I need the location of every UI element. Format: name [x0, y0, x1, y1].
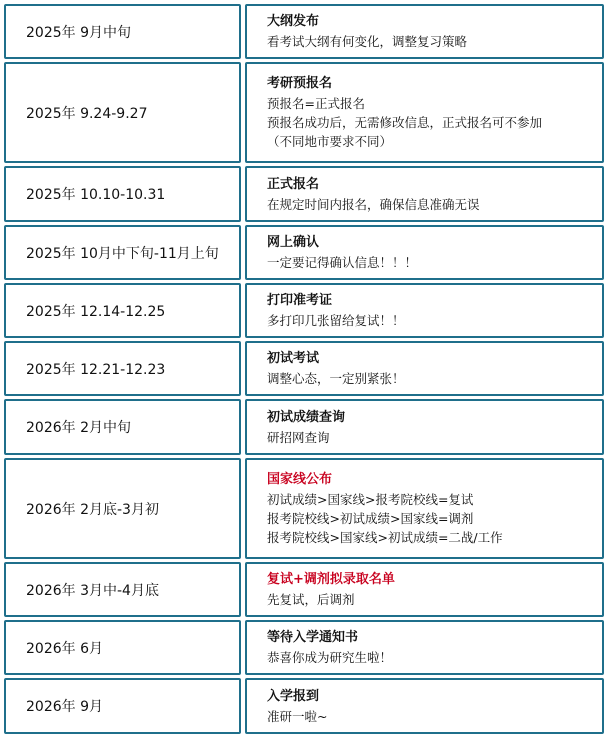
event-detail-line: 先复试，后调剂	[267, 592, 355, 607]
event-title: 国家线公布	[267, 472, 333, 487]
event-detail-line: 一定要记得确认信息！！！	[267, 255, 418, 270]
event-detail-line: 恭喜你成为研究生啦！	[267, 650, 393, 665]
timeline-row	[4, 458, 604, 559]
event-title: 打印准考证	[267, 293, 333, 308]
timeline-date: 2025年 10月中下旬-11月上旬	[4, 225, 241, 280]
timeline-description	[245, 620, 604, 675]
timeline-description	[245, 62, 604, 163]
timeline-description	[245, 341, 604, 396]
timeline-row	[4, 283, 604, 338]
timeline-row	[4, 678, 604, 734]
event-detail-line: 看考试大纲有何变化，调整复习策略	[267, 34, 468, 49]
timeline-row	[4, 399, 604, 455]
event-title: 复试+调剂拟录取名单	[267, 572, 395, 587]
event-detail-line: 在规定时间内报名，确保信息准确无误	[267, 196, 480, 212]
timeline-description	[245, 166, 604, 222]
timeline-description	[245, 4, 604, 59]
timeline-date: 2026年 2月底-3月初	[4, 458, 241, 559]
event-title: 考研预报名	[267, 76, 333, 91]
admission-timeline-table	[4, 4, 604, 737]
timeline-row	[4, 562, 604, 617]
timeline-date: 2026年 2月中旬	[4, 399, 241, 455]
timeline-row	[4, 225, 604, 280]
timeline-date: 2025年 9月中旬	[4, 4, 241, 59]
timeline-row	[4, 62, 604, 163]
event-detail-line: 研招网查询	[267, 429, 330, 445]
event-detail-line: 预报名成功后，无需修改信息，正式报名可不参加	[267, 115, 543, 130]
event-detail-line: 预报名=正式报名	[267, 96, 365, 111]
timeline-description	[245, 678, 604, 734]
timeline-date: 2026年 9月	[4, 678, 241, 734]
event-title: 正式报名	[267, 176, 320, 192]
timeline-description	[245, 283, 604, 338]
timeline-date: 2025年 12.21-12.23	[4, 341, 241, 396]
event-detail-line: 调整心态，一定别紧张！	[267, 371, 405, 386]
event-detail-line: 报考院校线>初试成绩>国家线=调剂	[267, 511, 474, 526]
event-detail-line: 初试成绩>国家线>报考院校线=复试	[267, 492, 474, 507]
timeline-row	[4, 341, 604, 396]
timeline-description	[245, 225, 604, 280]
event-title: 入学报到	[267, 688, 320, 704]
event-detail-line: 多打印几张留给复试！！	[267, 313, 405, 328]
timeline-date: 2026年 3月中-4月底	[4, 562, 241, 617]
timeline-date: 2025年 10.10-10.31	[4, 166, 241, 222]
event-title: 初试考试	[267, 351, 320, 366]
event-detail-line: 报考院校线>国家线>初试成绩=二战/工作	[267, 530, 503, 545]
timeline-description	[245, 562, 604, 617]
event-title: 等待入学通知书	[267, 630, 359, 645]
timeline-row	[4, 166, 604, 222]
event-title: 网上确认	[267, 235, 320, 250]
event-title: 大纲发布	[267, 14, 320, 29]
timeline-description	[245, 399, 604, 455]
event-detail-line: （不同地市要求不同）	[267, 134, 393, 149]
event-detail-line: 准研一啦~	[267, 708, 328, 724]
timeline-date: 2025年 12.14-12.25	[4, 283, 241, 338]
timeline-date: 2025年 9.24-9.27	[4, 62, 241, 163]
timeline-row	[4, 4, 604, 59]
timeline-description	[245, 458, 604, 559]
timeline-row	[4, 620, 604, 675]
timeline-date: 2026年 6月	[4, 620, 241, 675]
event-title: 初试成绩查询	[267, 409, 346, 425]
